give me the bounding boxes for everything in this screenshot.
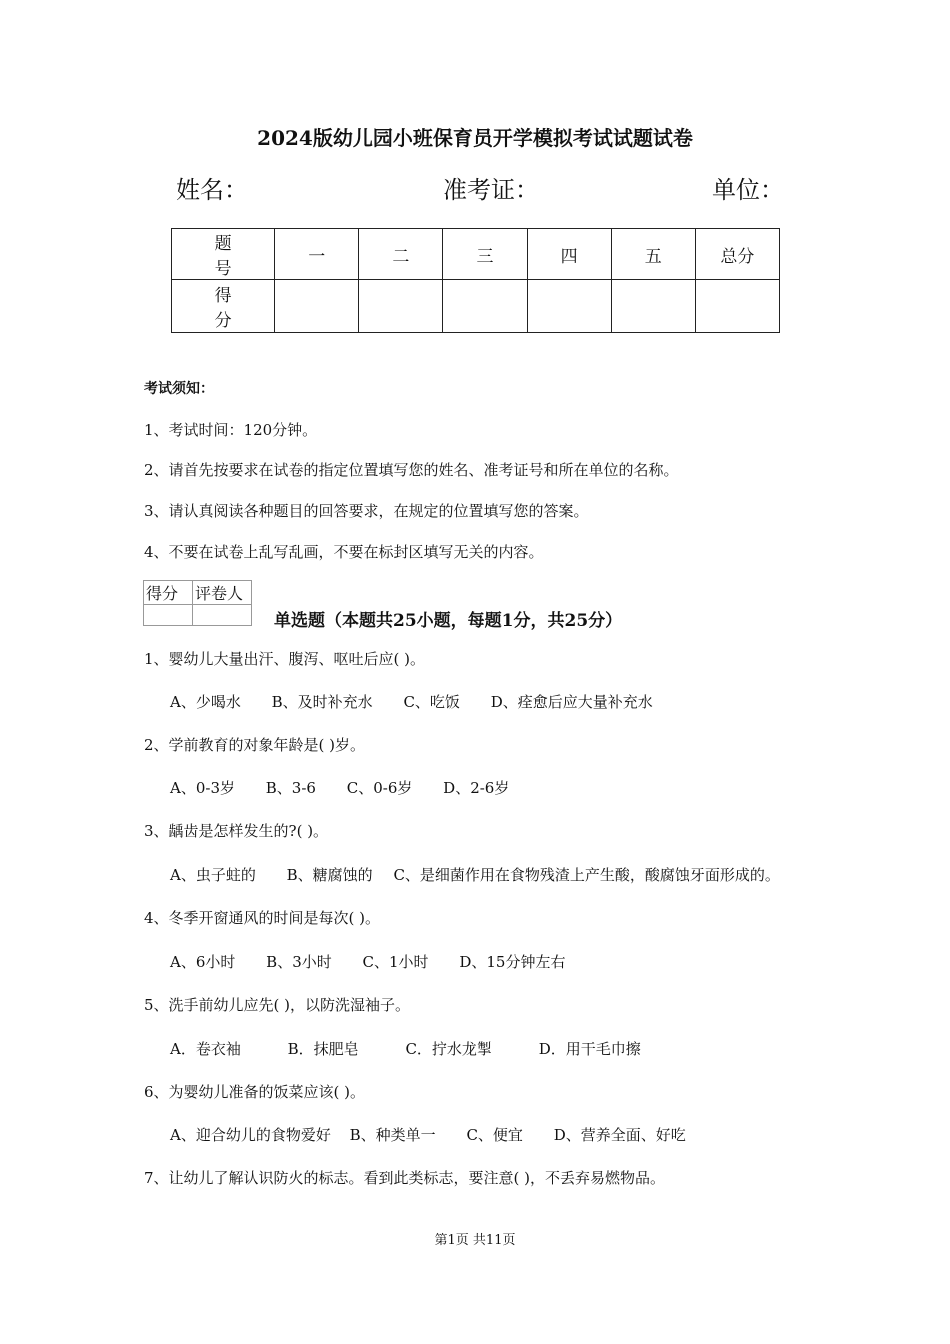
grader-box [143, 580, 252, 626]
section-title: 单选题（本题共25小题，每题1分，共25分） [274, 611, 623, 631]
option: A、少喝水 [170, 693, 241, 711]
option: D、痊愈后应大量补充水 [490, 693, 653, 711]
question: 4、冬季开窗通风的时间是每次( )。 [144, 909, 381, 927]
option: B．抹肥皂 [287, 1040, 359, 1058]
question-options [170, 777, 535, 798]
score-cell[interactable] [695, 280, 779, 333]
page-footer: 第1页 共11页 [434, 1233, 516, 1248]
option: B、种类单一 [349, 1126, 436, 1144]
score-cell[interactable] [443, 280, 527, 333]
option: A、虫子蛀的 [170, 866, 256, 884]
option: C、吃饭 [403, 693, 460, 711]
unit-label: 单位： [712, 176, 784, 204]
question-options [170, 691, 679, 712]
option: C、1小时 [362, 953, 429, 971]
option: A．卷衣袖 [170, 1040, 241, 1058]
score-table-header-cell: 五 [611, 229, 695, 280]
score-table-header-cell: 四 [527, 229, 611, 280]
score-cell[interactable] [275, 280, 359, 333]
name-label: 姓名： [176, 176, 248, 204]
question: 7、让幼儿了解认识防火的标志。看到此类标志，要注意( )，不丢弃易燃物品。 [144, 1169, 666, 1187]
option: C、便宜 [466, 1126, 523, 1144]
exam-id-label: 准考证： [443, 176, 539, 204]
option: A、迎合幼儿的食物爱好 [170, 1126, 331, 1144]
score-row-label: 得 分 [172, 280, 275, 333]
question-options [170, 1038, 667, 1059]
score-table-header-cell: 题 号 [172, 229, 275, 280]
score-table-header-cell: 三 [443, 229, 527, 280]
score-table-header-cell: 二 [359, 229, 443, 280]
option: B、及时补充水 [271, 693, 373, 711]
grader-score-cell[interactable] [144, 605, 193, 626]
option: D．用干毛巾擦 [538, 1040, 641, 1058]
score-table-header-cell: 一 [275, 229, 359, 280]
grader-reviewer-cell[interactable] [193, 605, 252, 626]
exam-title: 2024版幼儿园小班保育员开学模拟考试试题试卷 [257, 126, 693, 150]
option: C、0-6岁 [346, 779, 413, 797]
question-options [170, 864, 780, 885]
question: 2、学前教育的对象年龄是( )岁。 [144, 736, 366, 754]
option: B、糖腐蚀的 [286, 866, 373, 884]
option: B、3小时 [266, 953, 332, 971]
option: A、6小时 [170, 953, 236, 971]
score-table-header-row [172, 229, 780, 280]
score-table-score-row [172, 280, 780, 333]
question: 3、龋齿是怎样发生的?( )。 [144, 822, 329, 840]
question-options [170, 951, 591, 972]
notice-item: 1、考试时间：120分钟。 [144, 421, 318, 439]
option: C．拧水龙掣 [405, 1040, 492, 1058]
notice-item: 2、请首先按要求在试卷的指定位置填写您的姓名、准考证号和所在单位的名称。 [144, 461, 679, 479]
question-options [170, 1124, 712, 1145]
option: A、0-3岁 [170, 779, 235, 797]
grader-reviewer-label: 评卷人 [193, 581, 252, 605]
option: D、营养全面、好吃 [553, 1126, 686, 1144]
notice-heading: 考试须知： [144, 381, 214, 397]
option: C、是细菌作用在食物残渣上产生酸，酸腐蚀牙面形成的。 [393, 866, 780, 884]
score-table-header-cell: 总分 [695, 229, 779, 280]
score-cell[interactable] [527, 280, 611, 333]
question: 6、为婴幼儿准备的饭菜应该( )。 [144, 1083, 366, 1101]
score-cell[interactable] [611, 280, 695, 333]
question: 1、婴幼儿大量出汗、腹泻、呕吐后应( )。 [144, 650, 426, 668]
notice-item: 3、请认真阅读各种题目的回答要求，在规定的位置填写您的答案。 [144, 502, 589, 520]
notice-item: 4、不要在试卷上乱写乱画，不要在标封区填写无关的内容。 [144, 543, 544, 561]
option: D、15分钟左右 [459, 953, 566, 971]
score-cell[interactable] [359, 280, 443, 333]
option: D、2-6岁 [443, 779, 510, 797]
option: B、3-6 [265, 779, 316, 797]
grader-score-label: 得分 [144, 581, 193, 605]
question: 5、洗手前幼儿应先( )，以防洗湿袖子。 [144, 996, 411, 1014]
score-table [171, 228, 780, 333]
